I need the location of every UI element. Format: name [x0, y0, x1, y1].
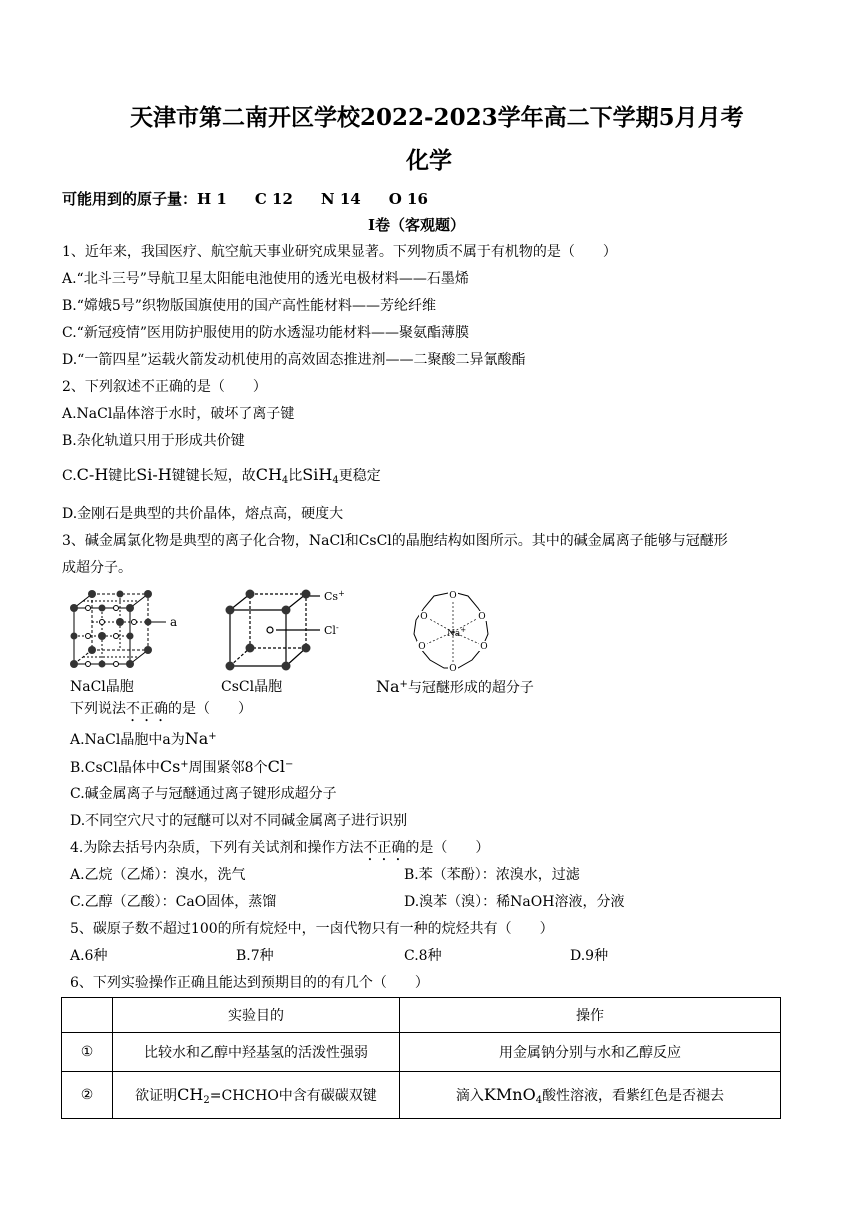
- page-title: 天津市第二南开区学校2022-2023学年高二下学期5月月考: [130, 104, 744, 131]
- table-row: [62, 1072, 781, 1119]
- q2-c-text3: 比: [288, 468, 303, 484]
- cscl-cs-label: Cs: [324, 590, 339, 603]
- table-header-row: [62, 998, 781, 1033]
- q6-table: [61, 997, 781, 1119]
- row-1-no: ①: [62, 1033, 113, 1072]
- q2-c-ch4: CH: [255, 465, 282, 484]
- q3-stem-line2: 成超分子。: [62, 560, 132, 576]
- atomic-mass-c: C 12: [254, 190, 293, 208]
- crown-o-4: O: [449, 664, 457, 674]
- table-header-purpose: 实验目的: [113, 998, 400, 1033]
- q2-c-sih4-sub: 4: [332, 475, 339, 486]
- q1-option-a: A.“北斗三号”导航卫星太阳能电池使用的透光电极材料——石墨烯: [62, 271, 469, 287]
- q2-c-bond1: C-H: [76, 465, 109, 484]
- atomic-mass-label: 可能用到的原子量：: [62, 190, 198, 208]
- cscl-caption: CsCl晶胞: [221, 679, 283, 695]
- crown-o-2: O: [478, 612, 486, 622]
- q4-option-a: A.乙烷（乙烯）：溴水，洗气: [70, 867, 246, 883]
- q2-c-bond2: Si-H: [136, 465, 172, 484]
- q2-option-b: B.杂化轨道只用于形成共价键: [62, 433, 245, 449]
- q1-stem: 1、近年来，我国医疗、航空航天事业研究成果显著。下列物质不属于有机物的是（ ）: [62, 244, 617, 260]
- q4-option-c: C.乙醇（乙酸）：CaO固体，蒸馏: [70, 894, 277, 910]
- crown-o-1: O: [449, 591, 457, 601]
- q2-c-sih4: SiH: [302, 465, 333, 484]
- row-1-operation: 用金属钠分别与水和乙醇反应: [400, 1033, 781, 1072]
- q5-option-d: D.9种: [570, 948, 609, 964]
- q1-option-b: B.“嫦娥5号”织物版国旗使用的国产高性能材料——芳纶纤维: [62, 298, 436, 314]
- nacl-mark-a: a: [170, 615, 178, 629]
- q3-option-d: D.不同空穴尺寸的冠醚可以对不同碱金属离子进行识别: [70, 813, 408, 829]
- nacl-caption: NaCl晶胞: [70, 679, 134, 695]
- q1-option-d: D.“一箭四星”运载火箭发动机使用的高效固态推进剂——二聚酸二异氰酸酯: [62, 352, 526, 368]
- q5-option-a: A.6种: [70, 948, 108, 964]
- atomic-mass-o: O 16: [388, 190, 428, 208]
- table-header-operation: 操作: [400, 998, 781, 1033]
- section-heading: Ⅰ卷（客观题）: [368, 216, 466, 234]
- crown-ether-figure: [398, 582, 508, 682]
- q1-option-c: C.“新冠疫情”医用防护服使用的防水透湿功能材料——聚氨酯薄膜: [62, 325, 469, 341]
- q2-c-prefix: C.: [62, 468, 77, 484]
- row-1-purpose: 比较水和乙醇中羟基氢的活泼性强弱: [113, 1033, 400, 1072]
- q3-ask-emphasis: 不正确: [126, 701, 168, 717]
- q5-option-c: C.8种: [404, 948, 442, 964]
- table-row: [62, 1033, 781, 1072]
- q2-c-text1: 键比: [108, 468, 137, 484]
- row-2-operation: 滴入KMnO$_4$酸性溶液，看紫红色是否褪去: [400, 1072, 781, 1119]
- row-2-purpose: 欲证明$CH_2=CHCHO$中含有碳碳双键: [113, 1072, 400, 1119]
- q3-option-a: A.NaCl晶胞中a为Na+: [70, 729, 217, 748]
- crown-o-5: O: [418, 642, 426, 652]
- q4-stem-emphasis: 不正确: [363, 840, 406, 856]
- table-header-no: [62, 998, 113, 1033]
- crown-caption: Na+与冠醚形成的超分子: [376, 677, 534, 696]
- atomic-mass-h: H 1: [197, 190, 227, 208]
- cscl-unit-cell-figure: [218, 586, 358, 676]
- q4-option-d: D.溴苯（溴）：稀NaOH溶液，分液: [404, 894, 625, 910]
- q3-ask: 下列说法不正确的是（ ）: [70, 701, 252, 717]
- q2-c-text4: 更稳定: [338, 468, 381, 484]
- crown-o-3: O: [480, 642, 488, 652]
- q2-stem: 2、下列叙述不正确的是（ ）: [62, 379, 267, 395]
- q2-option-d: D.金刚石是典型的共价晶体，熔点高，硬度大: [62, 506, 344, 522]
- atomic-mass-line: [62, 190, 428, 208]
- atomic-mass-n: N 14: [320, 190, 361, 208]
- q3-option-c: C.碱金属离子与冠醚通过离子键形成超分子: [70, 786, 337, 802]
- q3-stem-line1: 3、碱金属氯化物是典型的离子化合物，NaCl和CsCl的晶胞结构如图所示。其中的碱金属离子能够与冠醚形: [62, 533, 728, 549]
- cscl-cl-label: Cl: [324, 624, 336, 637]
- q2-c-text2: 键键长短，故: [171, 468, 256, 484]
- crown-na-label: Na: [447, 629, 461, 639]
- q2-c-ch4-sub: 4: [281, 475, 289, 486]
- q5-option-b: B.7种: [236, 948, 274, 964]
- q4-stem: 4.为除去括号内杂质，下列有关试剂和操作方法不正确的是（ ）: [70, 840, 490, 856]
- q2-option-a: A.NaCl晶体溶于水时，破坏了离子键: [62, 406, 295, 422]
- q4-option-b: B.苯（苯酚）：浓溴水，过滤: [404, 867, 580, 883]
- svg-text:Cl-: Cl-: [324, 623, 339, 637]
- q2-option-c: [62, 466, 381, 485]
- q5-stem: 5、碳原子数不超过100的所有烷烃中，一卤代物只有一种的烷烃共有（ ）: [70, 921, 554, 937]
- svg-text:Na+: Na+: [447, 626, 467, 639]
- svg-text:Cs+: Cs+: [324, 589, 345, 603]
- row-2-no: ②: [62, 1072, 113, 1119]
- subject-title: 化学: [406, 147, 452, 174]
- q6-stem: 6、下列实验操作正确且能达到预期目的的有几个（ ）: [70, 975, 429, 991]
- crown-o-6: O: [420, 612, 428, 622]
- nacl-unit-cell-figure: [66, 586, 186, 676]
- q3-option-b: B.CsCl晶体中Cs+周围紧邻8个Cl−: [70, 757, 294, 776]
